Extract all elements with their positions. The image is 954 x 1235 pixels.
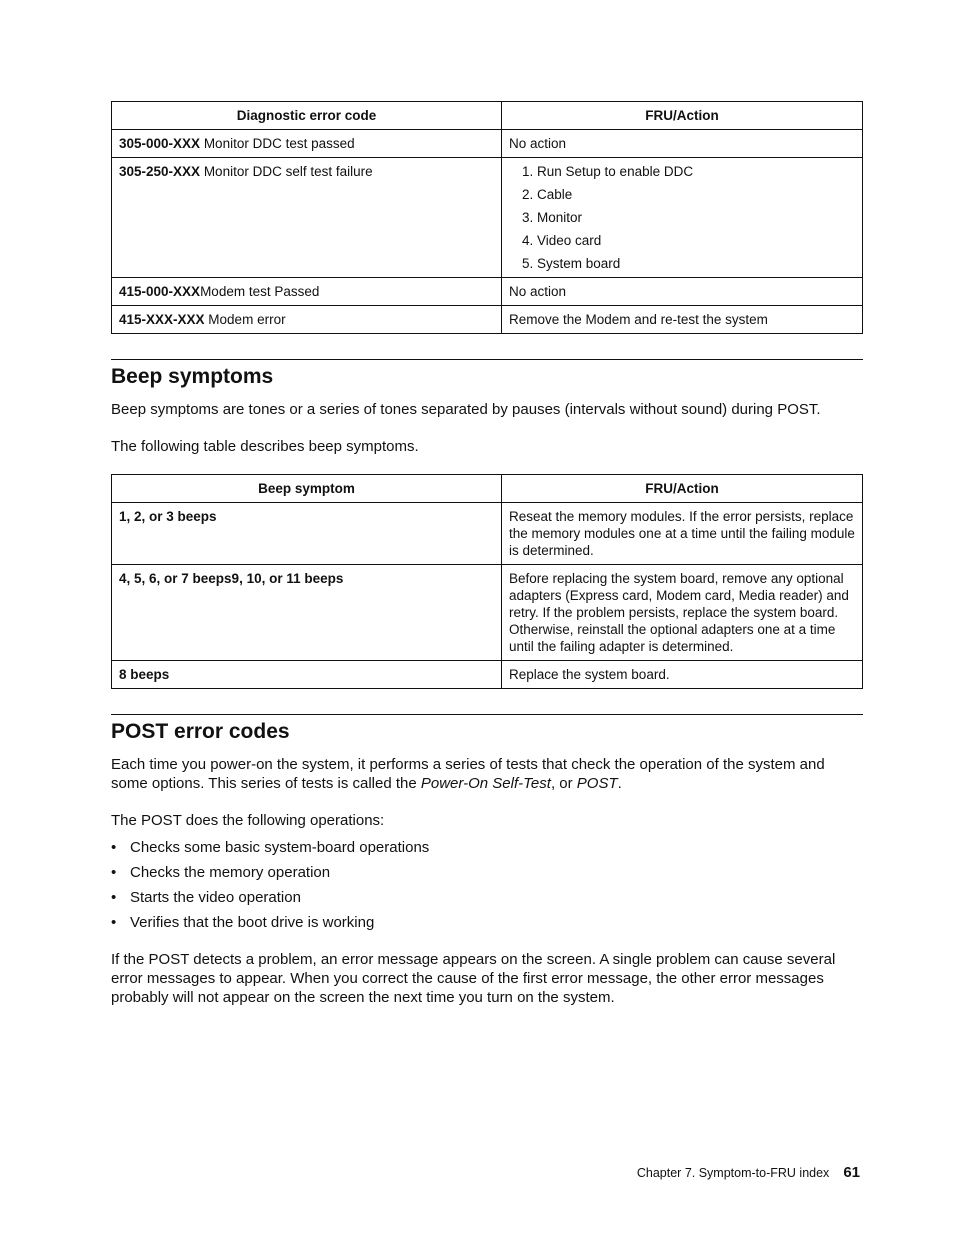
paragraph <box>111 755 863 793</box>
action-cell <box>502 158 863 278</box>
error-code: 305-000-XXX <box>119 136 201 151</box>
paragraph: Beep symptoms are tones or a series of tones separated by pauses (intervals without sound) during POST. <box>111 401 821 418</box>
list-item <box>111 913 863 932</box>
symptom-text: 8 beeps <box>119 667 170 682</box>
emphasis: Power-On Self-Test <box>420 775 551 792</box>
list-item: 5. System board <box>537 255 855 272</box>
column-header: FRU/Action <box>502 475 863 503</box>
action-list <box>509 163 855 272</box>
list-item: 4. Video card <box>537 232 855 255</box>
beep-symptoms-table <box>111 474 863 689</box>
table-row <box>112 278 863 306</box>
section-heading: POST error codes <box>111 720 290 743</box>
column-header: Beep symptom <box>112 475 502 503</box>
page-content <box>111 101 863 1025</box>
page-footer <box>637 1164 860 1181</box>
error-description: Modem error <box>204 312 286 327</box>
post-error-codes-section <box>111 714 863 1007</box>
action-cell: Replace the system board. <box>502 661 863 689</box>
table-header-row <box>112 475 863 503</box>
list-item: 1. Run Setup to enable DDC <box>537 163 855 186</box>
text-run: , or <box>550 775 577 792</box>
table-row <box>112 158 863 278</box>
list-item <box>111 888 863 907</box>
error-code-cell <box>112 278 502 306</box>
symptom-cell <box>112 503 502 565</box>
operations-list <box>111 838 863 932</box>
table-row <box>112 130 863 158</box>
table-row <box>112 503 863 565</box>
action-cell: No action <box>502 130 863 158</box>
list-item-text: Verifies that the boot drive is working <box>130 914 375 931</box>
error-description: Modem test Passed <box>200 284 320 299</box>
bullet: • <box>111 864 117 881</box>
symptom-text: 1, 2, or 3 beeps <box>119 509 217 524</box>
symptom-text: 4, 5, 6, or 7 beeps9, 10, or 11 beeps <box>119 571 344 586</box>
list-item-text: Checks some basic system-board operations <box>130 839 430 856</box>
error-code: 415-000-XXX <box>119 284 201 299</box>
list-item: 3. Monitor <box>537 209 855 232</box>
text-run: . <box>617 775 622 792</box>
table-row <box>112 306 863 334</box>
action-cell: Remove the Modem and re-test the system <box>502 306 863 334</box>
error-code: 305-250-XXX <box>119 164 201 179</box>
error-description: Monitor DDC self test failure <box>200 164 373 179</box>
chapter-title: Chapter 7. Symptom-to-FRU index <box>636 1166 830 1180</box>
paragraph: The following table describes beep symptoms. <box>111 438 419 455</box>
error-description: Monitor DDC test passed <box>200 136 355 151</box>
error-code-cell <box>112 306 502 334</box>
symptom-cell <box>112 661 502 689</box>
table-row <box>112 661 863 689</box>
beep-symptoms-section <box>111 359 863 689</box>
bullet: • <box>111 889 117 906</box>
table-header-row <box>112 102 863 130</box>
page-number: 61 <box>843 1164 860 1181</box>
list-item: 2. Cable <box>537 186 855 209</box>
action-cell: No action <box>502 278 863 306</box>
list-item-text: Starts the video operation <box>130 889 301 906</box>
error-code: 415-XXX-XXX <box>119 312 205 327</box>
list-item <box>111 863 863 882</box>
bullet: • <box>111 914 117 931</box>
list-item <box>111 838 863 857</box>
column-header: FRU/Action <box>502 102 863 130</box>
bullet: • <box>111 839 117 856</box>
action-cell: Reseat the memory modules. If the error persists, replace the memory modules one at a time until the failing module is determined. <box>502 503 863 565</box>
text-run: Each time you power-on the system, it performs a series of tests that check the operation of the system and some options. This series of tests is called the <box>111 756 825 792</box>
table-row <box>112 565 863 661</box>
error-code-cell <box>112 158 502 278</box>
paragraph: The POST does the following operations: <box>111 812 385 829</box>
diagnostic-table <box>111 101 863 334</box>
column-header: Diagnostic error code <box>112 102 502 130</box>
emphasis: POST <box>576 775 618 792</box>
paragraph: If the POST detects a problem, an error message appears on the screen. A single problem can cause several error messages to appear. When you correct the cause of the first error message, the other error messages probably will not appear on the screen the next time you turn on the system. <box>111 951 836 1006</box>
error-code-cell <box>112 130 502 158</box>
list-item-text: Checks the memory operation <box>130 864 331 881</box>
section-heading: Beep symptoms <box>111 365 274 388</box>
action-cell: Before replacing the system board, remove any optional adapters (Express card, Modem card, Media reader) and retry. If the problem persists, replace the system board. Otherwise, reinstall the optional adapters one at a time until the failing adapter is determined. <box>502 565 863 661</box>
symptom-cell <box>112 565 502 661</box>
